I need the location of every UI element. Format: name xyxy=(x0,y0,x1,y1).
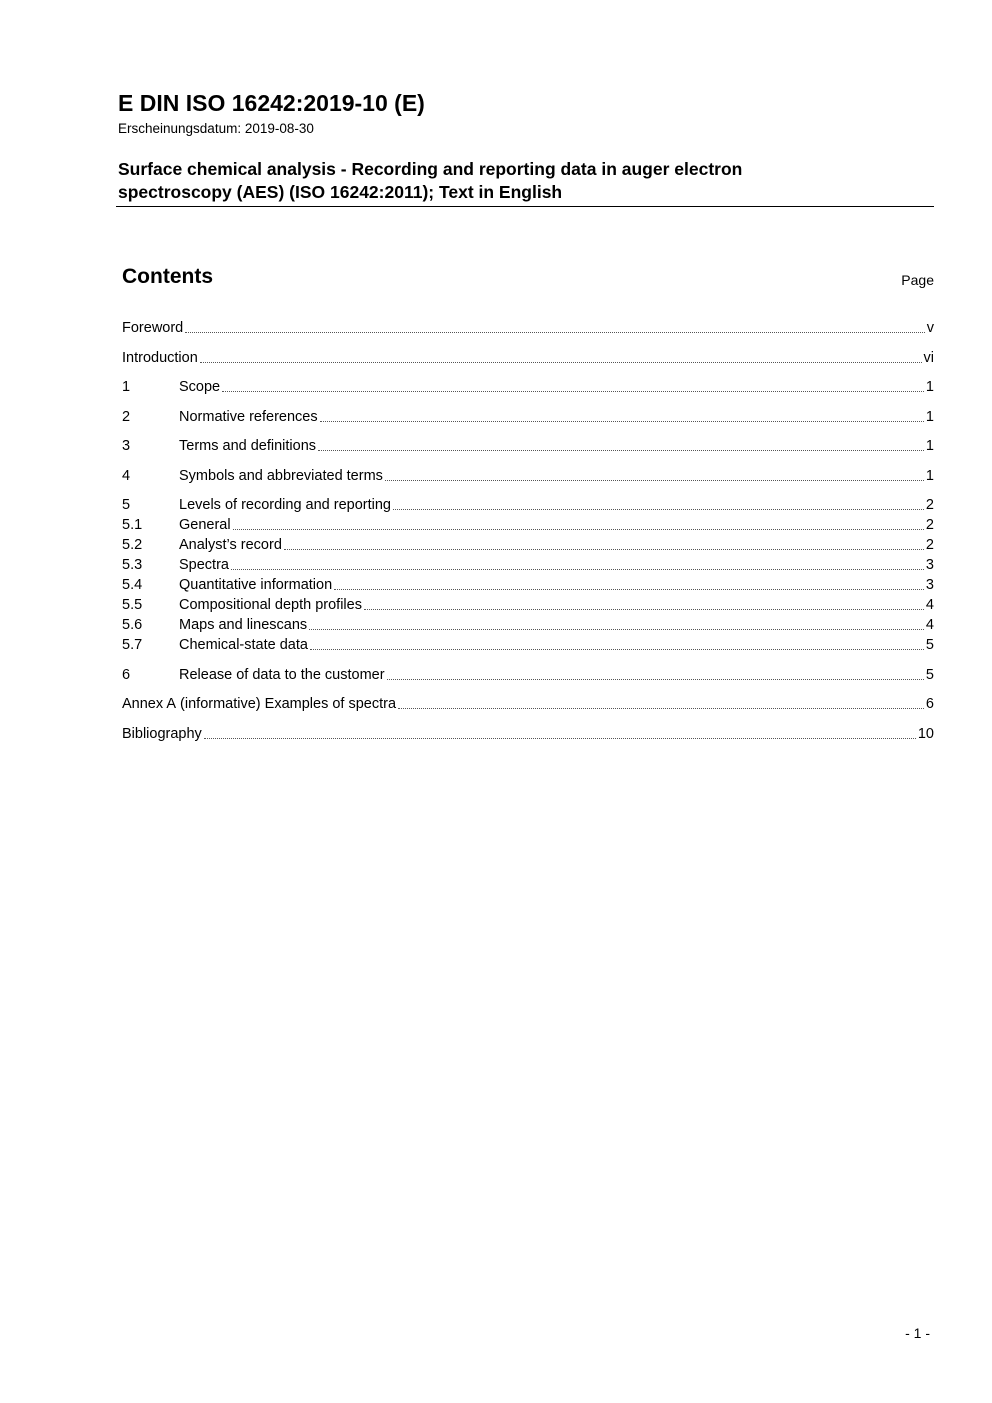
document-title: E DIN ISO 16242:2019-10 (E) xyxy=(118,90,425,116)
toc-title: Spectra xyxy=(179,557,229,573)
toc-leader xyxy=(200,362,922,363)
toc-title: Examples of spectra xyxy=(264,696,397,712)
toc-leader xyxy=(364,609,924,610)
toc-number: 5 xyxy=(122,497,131,513)
contents-heading: Contents xyxy=(122,265,213,288)
toc-annex-note: (informative) xyxy=(180,696,261,712)
toc-page: 5 xyxy=(925,666,934,683)
toc-number: 3 xyxy=(122,438,131,454)
toc-leader xyxy=(185,332,925,333)
toc-title: Compositional depth profiles xyxy=(179,597,362,613)
toc-title: Scope xyxy=(179,379,221,395)
toc-title: Foreword xyxy=(122,320,184,336)
toc-entry-normative-references[interactable] xyxy=(122,407,934,427)
toc-page: 5 xyxy=(925,637,934,653)
toc-leader xyxy=(393,509,924,510)
toc-entry-annex-a[interactable] xyxy=(122,694,934,714)
toc-number: 5.2 xyxy=(122,537,143,553)
toc-entry-analysts-record[interactable] xyxy=(122,535,934,555)
toc-leader xyxy=(284,549,924,550)
toc-title: General xyxy=(179,517,231,533)
subtitle-line-2: spectroscopy (AES) (ISO 16242:2011); Text in English xyxy=(118,182,563,202)
toc-entry-release[interactable] xyxy=(122,665,934,685)
publication-date: Erscheinungsdatum: 2019-08-30 xyxy=(118,121,314,136)
toc-entry-levels[interactable] xyxy=(122,495,934,515)
toc-page: vi xyxy=(923,349,934,366)
toc-leader xyxy=(204,738,916,739)
toc-leader xyxy=(320,421,924,422)
document-subtitle xyxy=(118,158,878,204)
toc-page: 1 xyxy=(925,438,934,454)
toc-leader xyxy=(385,480,924,481)
toc-entry-scope[interactable] xyxy=(122,377,934,397)
toc-entry-depth-profiles[interactable] xyxy=(122,595,934,615)
toc-title: Symbols and abbreviated terms xyxy=(179,467,383,484)
toc-entry-introduction[interactable] xyxy=(122,348,934,368)
toc-page: 4 xyxy=(925,597,934,613)
toc-page: 1 xyxy=(925,379,934,395)
toc-leader xyxy=(222,391,924,392)
toc-leader xyxy=(233,529,924,530)
toc-leader xyxy=(309,629,924,630)
toc-page: 3 xyxy=(925,577,934,593)
toc-page: 2 xyxy=(925,497,934,513)
toc-entry-bibliography[interactable] xyxy=(122,724,934,744)
header-divider xyxy=(116,206,934,207)
page-number: - 1 - xyxy=(905,1325,930,1341)
toc-entry-spectra[interactable] xyxy=(122,555,934,575)
toc-page: 6 xyxy=(925,696,934,712)
toc-entry-symbols[interactable] xyxy=(122,466,934,486)
toc-leader xyxy=(398,708,924,709)
toc-entry-foreword[interactable] xyxy=(122,318,934,338)
toc-entry-quantitative[interactable] xyxy=(122,575,934,595)
toc-number: 5.3 xyxy=(122,557,143,573)
toc-number: 5.4 xyxy=(122,577,143,593)
table-of-contents xyxy=(122,318,934,744)
toc-number: 4 xyxy=(122,467,131,484)
toc-leader xyxy=(387,679,924,680)
subtitle-line-1: Surface chemical analysis - Recording and reporting data in auger electron xyxy=(118,159,743,179)
toc-title: Introduction xyxy=(122,349,198,366)
toc-title: Bibliography xyxy=(122,725,202,742)
toc-page: 1 xyxy=(925,408,934,425)
toc-title: Levels of recording and reporting xyxy=(179,497,391,513)
toc-number: 1 xyxy=(122,379,131,395)
toc-number: 2 xyxy=(122,408,131,425)
toc-title: Quantitative information xyxy=(179,577,333,593)
toc-page: 2 xyxy=(925,517,934,533)
toc-entry-chemical-state[interactable] xyxy=(122,635,934,655)
toc-title: Analyst’s record xyxy=(179,537,282,553)
toc-page: v xyxy=(926,320,934,336)
toc-leader xyxy=(334,589,924,590)
toc-title: Normative references xyxy=(179,408,318,425)
toc-number: 6 xyxy=(122,666,131,683)
toc-entry-maps[interactable] xyxy=(122,615,934,635)
toc-title: Maps and linescans xyxy=(179,617,308,633)
toc-entry-terms-definitions[interactable] xyxy=(122,436,934,456)
toc-number: 5.5 xyxy=(122,597,143,613)
toc-annex-label: Annex A xyxy=(122,696,177,712)
toc-leader xyxy=(318,450,924,451)
toc-page: 4 xyxy=(925,617,934,633)
page-column-label: Page xyxy=(901,272,934,288)
toc-leader xyxy=(310,649,924,650)
toc-title: Terms and definitions xyxy=(179,438,317,454)
toc-number: 5.1 xyxy=(122,517,143,533)
toc-page: 3 xyxy=(925,557,934,573)
toc-entry-general[interactable] xyxy=(122,515,934,535)
toc-page: 2 xyxy=(925,537,934,553)
toc-page: 1 xyxy=(925,467,934,484)
toc-title: Chemical-state data xyxy=(179,637,308,653)
toc-number: 5.6 xyxy=(122,617,143,633)
toc-number: 5.7 xyxy=(122,637,143,653)
toc-leader xyxy=(231,569,924,570)
toc-title: Release of data to the customer xyxy=(179,666,385,683)
toc-page: 10 xyxy=(917,725,934,742)
